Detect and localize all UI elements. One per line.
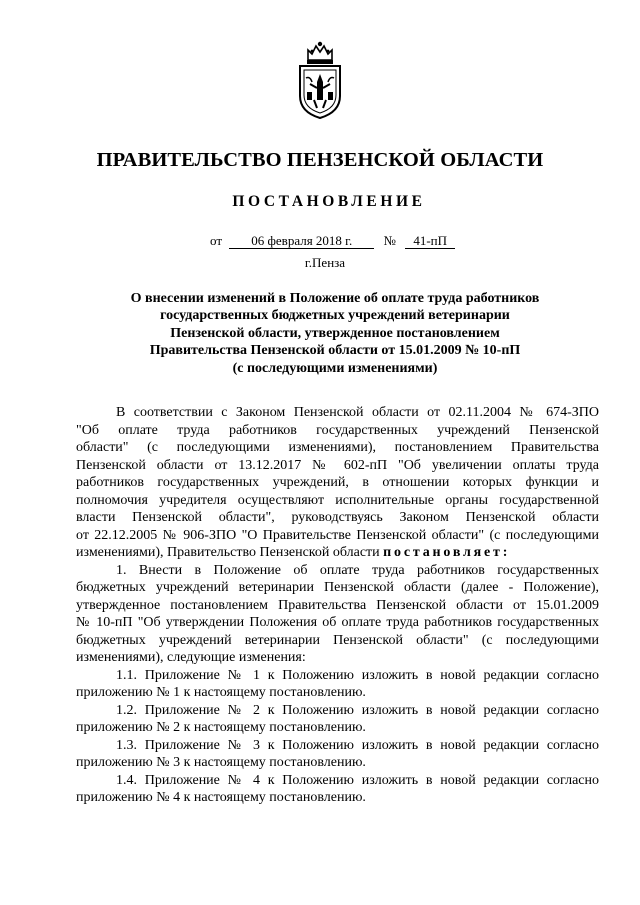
subitem-line: приложению № 2 к настоящему постановлению. xyxy=(76,720,366,735)
date-prefix: от xyxy=(210,233,223,248)
preamble-line: "Об оплате труда работников государственных учреждений Пензенской xyxy=(76,422,599,438)
preamble-line: В соответствии с Законом Пензенской области от 02.11.2004 № 674-ЗПО xyxy=(116,405,599,420)
date-number-line xyxy=(210,233,455,249)
item1-line: изменениями), следующие изменения: xyxy=(76,650,306,665)
preamble-line: от 22.12.2005 № 906-ЗПО "О Правительстве Пензенской области" (с последующими xyxy=(76,527,599,543)
preamble-line: работников государственных учреждений, в отношении которых функции и xyxy=(76,475,599,490)
number-sign: № xyxy=(383,233,396,248)
preamble-line: области" (с последующими изменениями), постановлением Правительства xyxy=(76,440,599,455)
subitem-line: 1.3. Приложение № 3 к Положению изложить в новой редакции согласно xyxy=(116,737,599,753)
preamble-line: полномочия учредителя осуществляют исполнительные органы государственной xyxy=(76,492,599,508)
preamble-line: Пензенской области от 13.12.2017 № 602-пП "Об увеличении оплаты труда xyxy=(76,457,599,473)
subitem-line: приложению № 1 к настоящему постановлению. xyxy=(76,685,366,700)
organization-title: ПРАВИТЕЛЬСТВО ПЕНЗЕНСКОЙ ОБЛАСТИ xyxy=(96,149,544,171)
preamble-last-text: изменениями), Правительство Пензенской области xyxy=(76,545,380,560)
item1-line: бюджетных учреждений ветеринарии Пензенской области" (с последующими xyxy=(76,632,599,648)
document-number: 41-пП xyxy=(405,233,455,249)
resolves-word: постановляет: xyxy=(383,545,511,560)
item1-line: утвержденное постановлением Правительства Пензенской области от 15.01.2009 xyxy=(76,597,599,613)
coat-of-arms-emblem xyxy=(296,38,344,120)
preamble-last-line xyxy=(76,544,599,562)
subitem-line: 1.4. Приложение № 4 к Положению изложить в новой редакции согласно xyxy=(116,772,599,788)
subject-line: О внесении изменений в Положение об оплате труда работников xyxy=(130,291,540,306)
subitem-line: 1.2. Приложение № 2 к Положению изложить в новой редакции согласно xyxy=(116,702,599,718)
item1-line: № 10-пП "Об утверждении Положения об оплате труда работников государственных xyxy=(76,615,599,630)
document-body xyxy=(76,404,599,807)
document-subject xyxy=(100,290,570,377)
document-type: ПОСТАНОВЛЕНИЕ xyxy=(232,193,426,210)
item1-line: 1. Внести в Положение об оплате труда работников государственных xyxy=(116,562,599,578)
city: г.Пенза xyxy=(304,255,346,270)
subject-line: Пензенской области, утвержденное постановлением xyxy=(170,325,500,341)
preamble-line: власти Пензенской области", руководствуясь Законом Пензенской области xyxy=(76,510,599,525)
item1-line: бюджетных учреждений ветеринарии Пензенской области (далее - Положение), xyxy=(76,580,599,595)
subitem-line: 1.1. Приложение № 1 к Положению изложить в новой редакции согласно xyxy=(116,667,599,683)
subject-line: (с последующими изменениями) xyxy=(232,360,438,376)
subitem-line: приложению № 4 к настоящему постановлению. xyxy=(76,790,366,805)
document-date: 06 февраля 2018 г. xyxy=(229,233,374,249)
subject-line: Правительства Пензенской области от 15.01.2009 № 10-пП xyxy=(149,343,521,359)
subject-line: государственных бюджетных учреждений ветеринарии xyxy=(160,308,510,324)
subitem-line: приложению № 3 к настоящему постановлению. xyxy=(76,755,366,770)
